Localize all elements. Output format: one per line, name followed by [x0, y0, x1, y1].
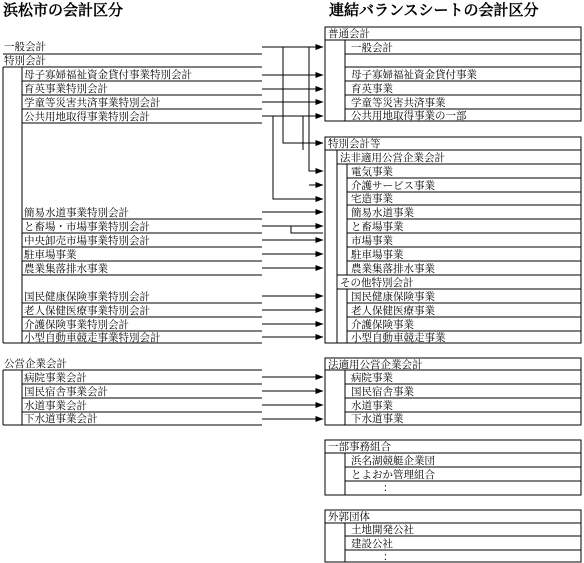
left-enterprise-item: 水道事業会計: [24, 400, 87, 412]
left-special-item: 国民健康保険事業特別会計: [24, 291, 150, 303]
right-enterprise-label: 法適用公営企業会計: [328, 359, 423, 371]
right-ordinary-label: 普通会計: [328, 28, 370, 40]
left-special-item: 農業集落排水事業: [24, 263, 108, 275]
right-special-sub2: その他特別会計: [340, 277, 414, 289]
right-special-item: 介護保険事業: [351, 319, 414, 331]
right-special-item: 電気事業: [351, 166, 393, 178]
right-union-label: 一部事務組合: [328, 441, 391, 453]
left-enterprise-item: 下水道事業会計: [24, 413, 98, 425]
right-enterprise-item: 国民宿舎事業: [351, 386, 414, 398]
right-external-label: 外郭団体: [328, 511, 370, 523]
left-enterprise-label: 公営企業会計: [4, 358, 67, 370]
left-special-item: 学童等災害共済事業特別会計: [24, 97, 161, 109]
right-special-item: 宅造事業: [351, 193, 393, 205]
right-ordinary-item: 母子寡婦福祉資金貸付事業: [351, 69, 477, 81]
right-special-item: 農業集落排水事業: [351, 263, 435, 275]
right-special-item: 国民健康保険事業: [351, 291, 435, 303]
right-external-item: ：: [383, 551, 394, 563]
right-ordinary-item: 公共用地取得事業の一部: [351, 110, 467, 122]
right-special-item: と畜場事業: [351, 221, 404, 233]
right-enterprise-item: 下水道事業: [351, 413, 404, 425]
right-external-item: 建設公社: [351, 538, 393, 550]
left-enterprise-item: 国民宿舎事業会計: [24, 386, 108, 398]
right-special-item: 老人保健医療事業: [351, 305, 435, 317]
right-union-item: とよおか管理組合: [351, 469, 435, 481]
right-special-item: 市場事業: [351, 235, 393, 247]
right-enterprise-item: 水道事業: [351, 400, 393, 412]
right-special-sub1: 法非適用公営企業会計: [340, 152, 445, 164]
left-special-item: 母子寡婦福祉資金貸付事業特別会計: [24, 69, 192, 81]
right-enterprise-item: 病院事業: [351, 372, 393, 384]
left-general-label: 一般会計: [4, 41, 46, 53]
left-special-item: 小型自動車競走事業特別会計: [24, 332, 161, 344]
right-special-label: 特別会計等: [328, 138, 381, 150]
left-special-item: 公共用地取得事業特別会計: [24, 111, 150, 123]
left-enterprise-item: 病院事業会計: [24, 372, 87, 384]
left-special-label: 特別会計: [4, 55, 46, 67]
right-special-item: 小型自動車競走事業: [351, 332, 446, 344]
right-special-item: 駐車場事業: [351, 249, 404, 261]
right-special-item: 介護サービス事業: [351, 180, 435, 192]
right-heading: 連結バランスシートの会計区分: [329, 1, 539, 19]
right-ordinary-item: 一般会計: [351, 42, 393, 54]
right-ordinary-item: 学童等災害共済事業: [351, 97, 446, 109]
left-special-item: 介護保険事業特別会計: [24, 319, 129, 331]
left-heading: 浜松市の会計区分: [3, 1, 124, 19]
right-union-item: 浜名湖競艇企業団: [351, 455, 435, 467]
left-special-item: 駐車場事業: [24, 249, 77, 261]
left-special-item: と畜場・市場事業特別会計: [24, 221, 150, 233]
left-special-item: 育英事業特別会計: [24, 83, 108, 95]
left-special-item: 簡易水道事業特別会計: [24, 207, 129, 219]
right-external-item: 土地開発公社: [351, 524, 414, 536]
right-ordinary-item: 育英事業: [351, 83, 393, 95]
left-special-item: 中央卸売市場事業特別会計: [24, 235, 150, 247]
right-union-item: ：: [383, 482, 394, 494]
right-special-item: 簡易水道事業: [351, 207, 414, 219]
left-special-item: 老人保健医療事業特別会計: [24, 305, 150, 317]
